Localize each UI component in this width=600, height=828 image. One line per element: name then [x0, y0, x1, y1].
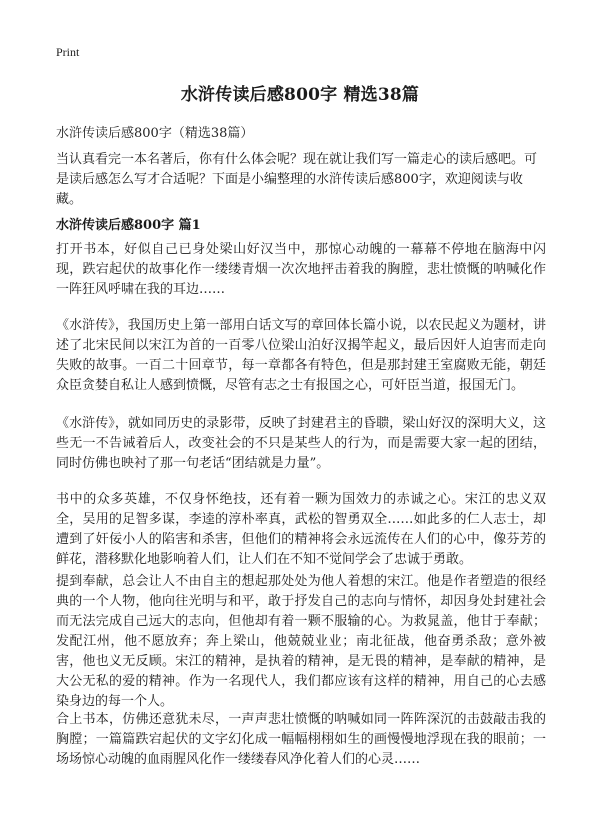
body-paragraph: 合上书本，仿佛还意犹未尽，一声声悲壮愤慨的呐喊如同一阵阵深沉的击鼓敲击我的胸膛；一篇篇跌宕起伏的文字幻化成一幅幅栩栩如生的画慢慢地浮现在我的眼前；一场场惊心动魄的血雨腥风化作一缕缕春风净化着人们的心灵…… [56, 712, 546, 767]
page-subtitle: 水浒传读后感800字（精选38篇） [56, 126, 254, 141]
body-paragraph: 打开书本，好似自己已身处梁山好汉当中，那惊心动魄的一幕幕不停地在脑海中闪现，跌宕起伏的故事化作一缕缕青烟一次次地抨击着我的胸膛，悲壮愤慨的呐喊化作一阵狂风呼啸在我的耳边…… [56, 242, 546, 297]
body-paragraph: 提到奉献，总会让人不由自主的想起那处处为他人着想的宋江。他是作者塑造的很经典的一个人物，他向往光明与和平，敢于抒发自己的志向与情怀，却因身处封建社会而无法完成自己远大的志向，但他却有着一颗不服输的心。为救晁盖，他甘于奉献；发配江州，他不愿放弃；奔上梁山，他兢兢业业；南北征战，他奋勇杀敌；意外被害，他也义无反顾。宋江的精神，是执着的精神，是无畏的精神，是奉献的精神，是大公无私的爱的精神。作为一名现代人，我们都应该有这样的精神，用自己的心去感染身边的每一个人。 [56, 574, 546, 709]
print-link[interactable]: Print [56, 45, 80, 59]
body-paragraph: 《水浒传》，我国历史上第一部用白话文写的章回体长篇小说，以农民起义为题材，讲述了北宋民间以宋江为首的一百零八位梁山泊好汉揭竿起义，最后因奸人迫害而走向失败的故事。一百二十回章节，每一章都各有特色，但是那封建王室腐败无能，朝廷众臣贪婪自私让人感到愤慨，尽管有志之士有报国之心，可奸臣当道，报国无门。 [56, 318, 546, 393]
body-paragraph: 《水浒传》，就如同历史的录影带，反映了封建君主的昏聩，梁山好汉的深明大义，这些无一不告诫着后人，改变社会的不只是某些人的行为，而是需要大家一起的团结，同时仿佛也映衬了那一句老话“团结就是力量”。 [56, 416, 546, 471]
section-heading: 水浒传读后感800字 篇1 [56, 218, 201, 233]
intro-paragraph: 当认真看完一本名著后，你有什么体会呢？现在就让我们写一篇走心的读后感吧。可是读后感怎么写才合适呢？下面是小编整理的水浒传读后感800字，欢迎阅读与收藏。 [56, 152, 538, 207]
page-title: 水浒传读后感800字 精选38篇 [180, 85, 420, 105]
body-paragraph: 书中的众多英雄，不仅身怀绝技，还有着一颗为国效力的赤诚之心。宋江的忠义双全，吴用的足智多谋，李逵的淳朴率真，武松的智勇双全……如此多的仁人志士，却遭到了奸佞小人的陷害和杀害，但他们的精神将会永远流传在人们的心中，像芬芳的鲜花，潜移默化地影响着人们，让人们在不知不觉间学会了忠诚于勇敢。 [56, 492, 546, 567]
